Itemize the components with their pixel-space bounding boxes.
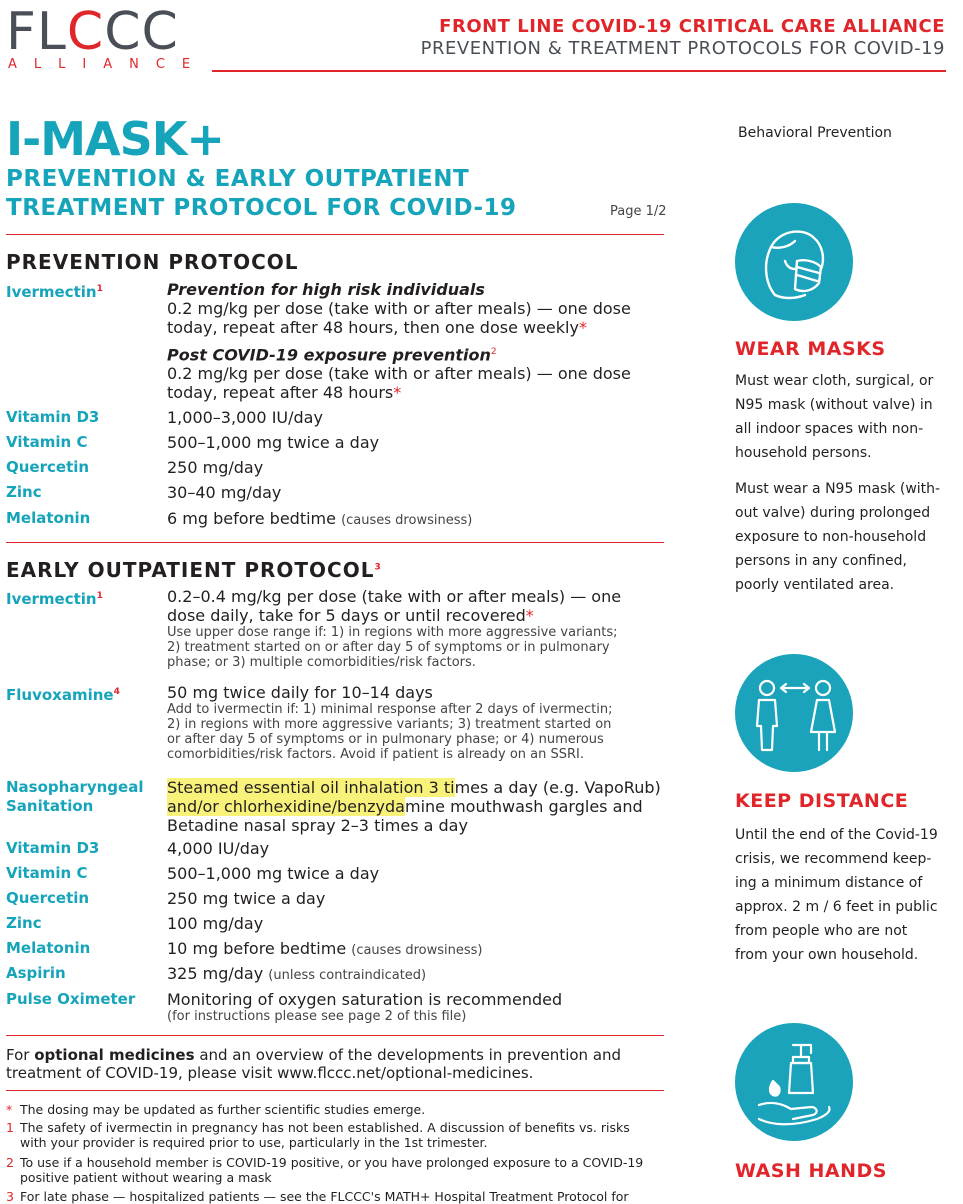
prevention-value: 6 mg before bedtime (causes drowsiness) [167,509,473,528]
divider [6,542,664,543]
early-value: 100 mg/day [167,914,264,933]
highlight: Steamed essential oil inhalation 3 ti [167,778,455,797]
nasopharyngeal-value: Steamed essential oil inhalation 3 times a day (e.g. VapoRub) and/or chlorhexidine/benzydamine mouthwash gargles and Betadine nasal spray 2–3 times a day [167,778,661,835]
keep-distance-text: Until the end of the Covid-19 crisis, we recommend keep- ing a minimum distance of approx. 2 m / 6 feet in public from people who are not from your own household. [735,827,938,963]
divider [6,1035,664,1036]
optional-medicines-note: For optional medicines and an overview of the developments in prevention and treatment of COVID-19, please visit www.flccc.net/optional-medicines. [6,1046,622,1082]
logo-alliance: ALLIANCE [8,57,208,72]
prevention-value: 1,000–3,000 IU/day [167,408,323,427]
pulse-oximeter-label: Pulse Oximeter [6,990,136,1008]
divider [6,1090,664,1091]
header-line-2: PREVENTION & TREATMENT PROTOCOLS FOR COVID-19 [420,38,945,59]
early-label: Melatonin [6,939,91,957]
distance-icon [735,654,853,772]
wash-hands-heading: WASH HANDS [735,1160,887,1182]
fluvoxamine-value: 50 mg twice daily for 10–14 days Add to ivermectin if: 1) minimal response after 2 days of ivermectin; 2) in regions with more aggressive variants; 3) treatment started on or after day 5 of symptoms or in pulmonary phase; or 4) numerous comorbidities/risk factors. Avoid if patient is already on an SSRI. [167,683,613,762]
prevention-ivermectin-label: Ivermectin$^1$ [6,283,103,301]
footnote-3: 3 For late phase — hospitalized patients — see the FLCCC's MATH+ Hospital Treatment Protocol for [6,1189,629,1204]
early-value: 250 mg twice a day [167,889,326,908]
early-heading: EARLY OUTPATIENT PROTOCOL$^3$ [6,558,382,582]
footnote-star: * The dosing may be updated as further scientific studies emerge. [6,1102,426,1117]
prevention-ivermectin-value: Prevention for high risk individuals 0.2 mg/kg per dose (take with or after meals) — one dose today, repeat after 48 hours, then one dose weekly* Post COVID-19 exposure prevention$^2$ 0.2 mg/kg per dose (take with or after meals) — one dose today, repeat after 48 hours* [167,280,631,403]
prevention-label: Melatonin [6,509,91,527]
early-value: 10 mg before bedtime (causes drowsiness) [167,939,483,958]
wear-masks-heading: WEAR MASKS [735,338,886,360]
prevention-value: 250 mg/day [167,458,264,477]
flccc-logo: FLCCC [6,2,179,62]
prevention-value: 500–1,000 mg twice a day [167,433,380,452]
highlight: and/or chlorhexidine/benzyda [167,797,405,816]
mask-icon [735,203,853,321]
early-label: Vitamin D3 [6,839,100,857]
footnote-2: 2 To use if a household member is COVID-19 positive, or you have prolonged exposure to a COVID-19 positive patient without wearing a mask [6,1155,644,1185]
footnote-1: 1 The safety of ivermectin in pregnancy has not been established. A discussion of benefits vs. risks with your provider is required prior to use, particularly in the 1st trimester. [6,1120,630,1150]
early-value: 500–1,000 mg twice a day [167,864,380,883]
early-label: Aspirin [6,964,66,982]
early-label: Zinc [6,914,42,932]
fluvoxamine-label: Fluvoxamine$^4$ [6,686,120,704]
prevention-label: Zinc [6,483,42,501]
wear-masks-text: Must wear cloth, surgical, or N95 mask (without valve) in all indoor spaces with non- household persons. Must wear a N95 mask (with- out valve) during prolonged exposure to non-household persons in any confined, poorly ventilated area. [735,373,941,593]
prevention-label: Vitamin D3 [6,408,100,426]
prevention-heading: PREVENTION PROTOCOL [6,250,299,274]
early-value: 325 mg/day (unless contraindicated) [167,964,427,983]
prevention-value: 30–40 mg/day [167,483,282,502]
early-label: Vitamin C [6,864,88,882]
subtitle-line-2: TREATMENT PROTOCOL FOR COVID-19 [6,195,517,221]
prevention-label: Quercetin [6,458,90,476]
wash-hands-icon [735,1023,853,1141]
early-ivermectin-label: Ivermectin$^1$ [6,590,103,608]
page-number: Page 1/2 [610,204,667,219]
pulse-oximeter-value: Monitoring of oxygen saturation is recommended (for instructions please see page 2 of this file) [167,990,563,1024]
sidebar-title: Behavioral Prevention [738,125,892,141]
page-title: I-MASK+ [6,112,224,166]
header-divider [212,70,946,72]
keep-distance-heading: KEEP DISTANCE [735,790,909,812]
prevention-label: Vitamin C [6,433,88,451]
early-label: Quercetin [6,889,90,907]
early-value: 4,000 IU/day [167,839,270,858]
divider [6,234,664,235]
early-ivermectin-value: 0.2–0.4 mg/kg per dose (take with or after meals) — one dose daily, take for 5 days or until recovered* Use upper dose range if: 1) in regions with more aggressive variants; 2) treatment started on or after day 5 of symptoms or in pulmonary phase; or 3) multiple comorbidities/risk factors. [167,587,622,670]
subtitle-line-1: PREVENTION & EARLY OUTPATIENT [6,166,470,192]
header-line-1: FRONT LINE COVID-19 CRITICAL CARE ALLIANCE [439,16,945,37]
nasopharyngeal-label: Nasopharyngeal Sanitation [6,778,144,815]
